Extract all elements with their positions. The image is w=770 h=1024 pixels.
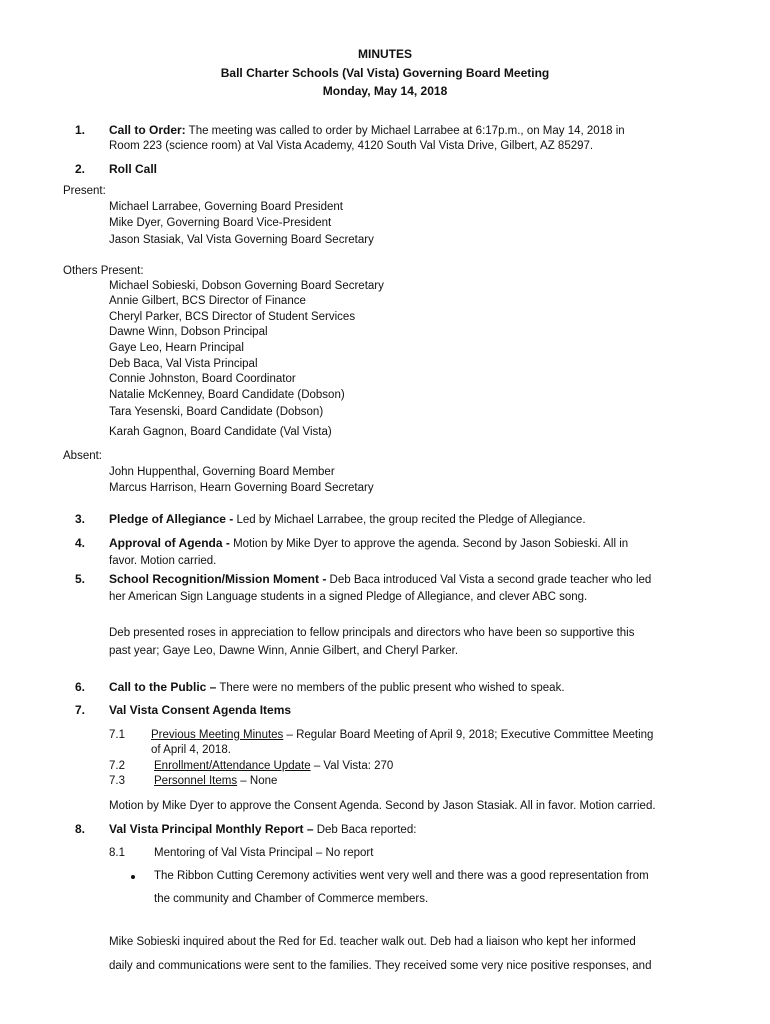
attendee: Connie Johnston, Board Coordinator — [109, 373, 296, 385]
item-call-to-public — [109, 680, 565, 695]
subitem-number: 8.1 — [109, 847, 125, 859]
attendee: John Huppenthal, Governing Board Member — [109, 466, 335, 478]
item-text: favor. Motion carried. — [109, 555, 217, 567]
item-call-to-order — [109, 123, 625, 138]
bullet-text: the community and Chamber of Commerce members. — [154, 893, 429, 905]
motion-text: Motion by Mike Dyer to approve the Consent Agenda. Second by Jason Stasiak. All in favor. Motion carried. — [109, 800, 656, 812]
item-heading: Roll Call — [109, 162, 158, 176]
subitem-number: 7.1 — [109, 729, 125, 741]
attendee: Mike Dyer, Governing Board Vice-President — [109, 217, 332, 229]
subitem-minutes — [151, 728, 653, 742]
item-number: 4. — [75, 536, 86, 550]
item-number: 3. — [75, 512, 86, 526]
subitem-text: Mentoring of Val Vista Principal – No report — [154, 847, 374, 859]
item-pledge — [109, 512, 586, 527]
item-number: 6. — [75, 680, 86, 694]
attendee: Cheryl Parker, BCS Director of Student Services — [109, 311, 356, 323]
item-text: Led by Michael Larrabee, the group recited the Pledge of Allegiance. — [233, 514, 586, 526]
subitem-text: – Val Vista: 270 — [310, 760, 394, 772]
item-number: 1. — [75, 123, 86, 137]
item-text: her American Sign Language students in a signed Pledge of Allegiance, and clever ABC song. — [109, 591, 588, 603]
item-text: Room 223 (science room) at Val Vista Academy, 4120 South Val Vista Drive, Gilbert, AZ 85297. — [109, 140, 594, 152]
item-number: 5. — [75, 572, 86, 586]
subitem-text: of April 4, 2018. — [151, 744, 231, 756]
bullet-icon — [131, 875, 135, 879]
item-number: 2. — [75, 162, 86, 176]
attendee: Dawne Winn, Dobson Principal — [109, 326, 268, 338]
attendee: Natalie McKenney, Board Candidate (Dobson) — [109, 389, 345, 401]
item-recognition — [109, 572, 651, 587]
item-principal-report — [109, 822, 416, 837]
item-paragraph: daily and communications were sent to the families. They received some very nice positive responses, and — [109, 960, 652, 972]
item-text: The meeting was called to order by Michael Larrabee at 6:17p.m., on May 14, 2018 in — [185, 125, 625, 137]
item-text: Motion by Mike Dyer to approve the agenda. Second by Jason Sobieski. All in — [229, 538, 629, 550]
item-heading: Approval of Agenda - — [109, 536, 230, 550]
subitem-text: – None — [237, 775, 278, 787]
item-heading: Val Vista Consent Agenda Items — [109, 703, 292, 717]
attendee: Marcus Harrison, Hearn Governing Board Secretary — [109, 482, 374, 494]
subitem-link: Previous Meeting Minutes — [151, 729, 284, 741]
item-text: There were no members of the public present who wished to speak. — [216, 682, 565, 694]
subitem-personnel — [154, 774, 277, 788]
attendee: Jason Stasiak, Val Vista Governing Board Secretary — [109, 234, 374, 246]
item-text: Deb Baca reported: — [313, 824, 417, 836]
attendee: Tara Yesenski, Board Candidate (Dobson) — [109, 406, 324, 418]
subitem-number: 7.3 — [109, 775, 125, 787]
item-heading: Val Vista Principal Monthly Report – — [109, 822, 314, 836]
item-number: 8. — [75, 822, 86, 836]
doc-subtitle: Ball Charter Schools (Val Vista) Governing Board Meeting — [220, 66, 550, 80]
attendee: Karah Gagnon, Board Candidate (Val Vista) — [109, 426, 332, 438]
bullet-text: The Ribbon Cutting Ceremony activities went very well and there was a good representation from — [154, 870, 649, 882]
item-approval — [109, 536, 628, 551]
item-paragraph: past year; Gaye Leo, Dawne Winn, Annie Gilbert, and Cheryl Parker. — [109, 645, 459, 657]
item-heading: School Recognition/Mission Moment - — [109, 572, 327, 586]
doc-date: Monday, May 14, 2018 — [322, 84, 448, 98]
item-heading: Pledge of Allegiance - — [109, 512, 234, 526]
item-heading: Call to Order: — [109, 123, 186, 137]
subitem-number: 7.2 — [109, 760, 125, 772]
item-paragraph: Deb presented roses in appreciation to fellow principals and directors who have been so supportive this — [109, 627, 635, 639]
attendee: Michael Larrabee, Governing Board President — [109, 201, 343, 213]
attendee: Deb Baca, Val Vista Principal — [109, 358, 258, 370]
item-text: Deb Baca introduced Val Vista a second grade teacher who led — [326, 574, 652, 586]
others-label: Others Present: — [63, 265, 144, 277]
absent-label: Absent: — [63, 450, 102, 462]
subitem-text: – Regular Board Meeting of April 9, 2018; Executive Committee Meeting — [283, 729, 654, 741]
doc-title: MINUTES — [358, 47, 412, 61]
attendee: Gaye Leo, Hearn Principal — [109, 342, 244, 354]
item-paragraph: Mike Sobieski inquired about the Red for Ed. teacher walk out. Deb had a liaison who kept her informed — [109, 936, 636, 948]
subitem-link: Enrollment/Attendance Update — [154, 760, 311, 772]
item-number: 7. — [75, 703, 86, 717]
subitem-enrollment — [154, 759, 393, 773]
attendee: Annie Gilbert, BCS Director of Finance — [109, 295, 306, 307]
item-heading: Call to the Public – — [109, 680, 217, 694]
attendee: Michael Sobieski, Dobson Governing Board Secretary — [109, 280, 384, 292]
subitem-link: Personnel Items — [154, 775, 238, 787]
present-label: Present: — [63, 185, 106, 197]
